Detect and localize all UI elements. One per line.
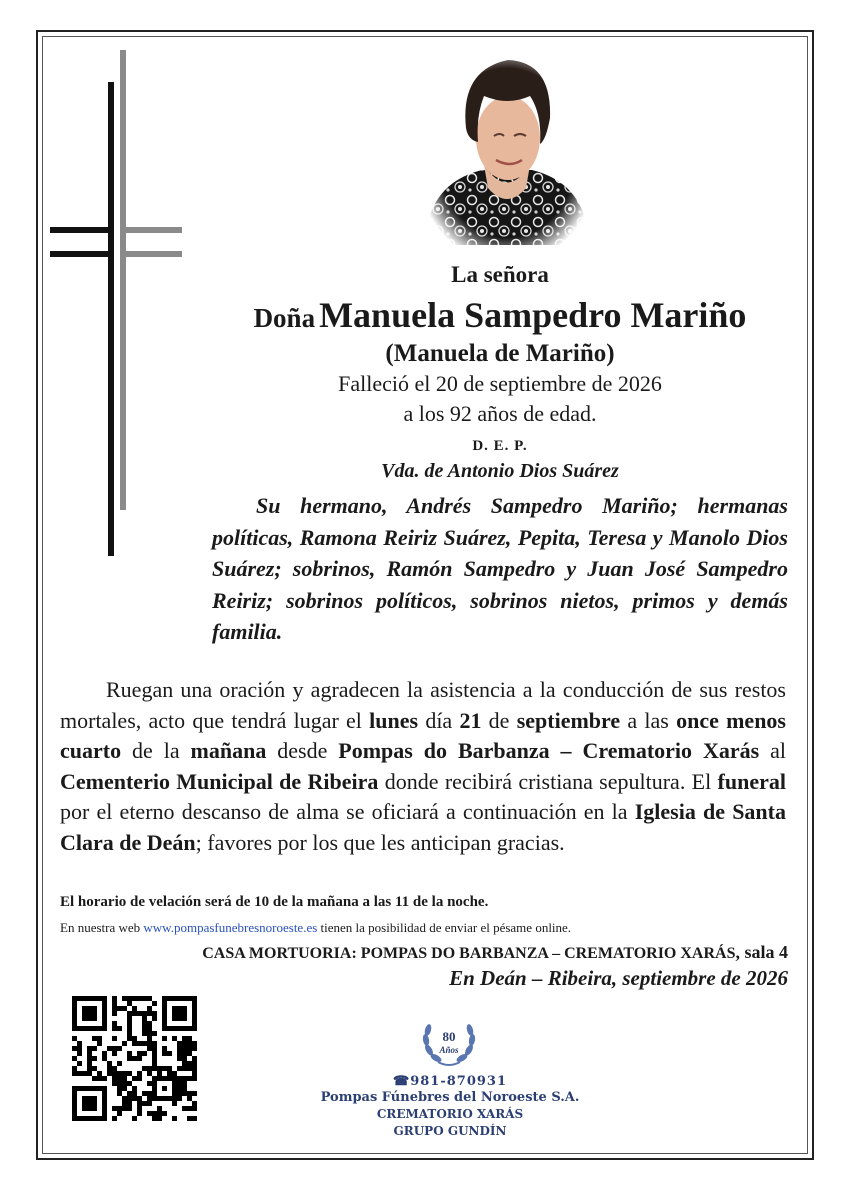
anniversary-logo-icon	[416, 1016, 482, 1072]
vigil-hours: El horario de velación será de 10 de la mañana a las 11 de la noche.	[60, 894, 489, 910]
widow-line: Vda. de Antonio Dios Suárez	[381, 460, 619, 482]
cross-icon	[50, 50, 185, 560]
qr-code[interactable]	[72, 996, 197, 1121]
cross-black-arm-top	[50, 227, 114, 233]
cross-gray-vertical	[120, 50, 126, 510]
group-name: GRUPO GUNDÍN	[393, 1124, 507, 1138]
name-prefix: Doña	[253, 303, 316, 333]
cross-black-vertical	[108, 82, 114, 556]
cross-gray-arm-bottom	[120, 251, 182, 257]
intro-label: La señora	[451, 262, 549, 287]
portrait-photo	[422, 40, 592, 245]
cross-gray-arm-top	[120, 227, 182, 233]
crematorium-name: CREMATORIO XARÁS	[376, 1107, 524, 1121]
company-name: Pompas Fúnebres del Noroeste S.A.	[320, 1090, 580, 1105]
name-text: Manuela Sampedro Mariño	[319, 295, 747, 335]
place-date: En Deán – Ribeira, septiembre de 2026	[449, 966, 788, 990]
funeral-home: CASA MORTUORIA: POMPAS DO BARBANZA – CREMATORIO XARÁS, sala 4	[202, 942, 788, 962]
nickname: (Manuela de Mariño)	[385, 340, 615, 367]
family-paragraph: Su hermano, Andrés Sampedro Mariño; hermanas políticas, Ramona Reiriz Suárez, Pepita, Teresa y Manolo Dios Suárez; sobrinos, Ramón Sampedro y Juan José Sampedro Reiriz; sobrinos políticos, sobrinos nietos, primos y demás familia.	[212, 493, 788, 644]
deceased-name	[212, 294, 788, 336]
death-date: Falleció el 20 de septiembre de 2026	[338, 371, 662, 396]
logo-number: 80	[442, 1029, 456, 1044]
website-link[interactable]: www.pompasfunebresnoroeste.es	[143, 920, 318, 935]
cross-black-arm-bottom	[50, 251, 114, 257]
logo-word: Años	[439, 1045, 459, 1055]
age-line: a los 92 años de edad.	[403, 401, 597, 426]
dep-line: D. E. P.	[472, 438, 528, 454]
ceremony-paragraph: Ruegan una oración y agradecen la asistencia a la conducción de sus restos mortales, acto que tendrá lugar el lunes día 21 de septiembre a las once menos cuarto de la mañana desde Pompas do Barbanza – Crematorio Xarás al Cementerio Municipal de Ribeira donde recibirá cristiana sepultura. El funeral por el eterno descanso de alma se oficiará a continuación en la Iglesia de Santa Clara de Deán; favores por los que les anticipan gracias.	[60, 677, 786, 855]
phone-number: ☎981-870931	[393, 1074, 507, 1089]
web-note: En nuestra web www.pompasfunebresnoroeste.es tienen la posibilidad de enviar el pésame online.	[60, 920, 572, 935]
